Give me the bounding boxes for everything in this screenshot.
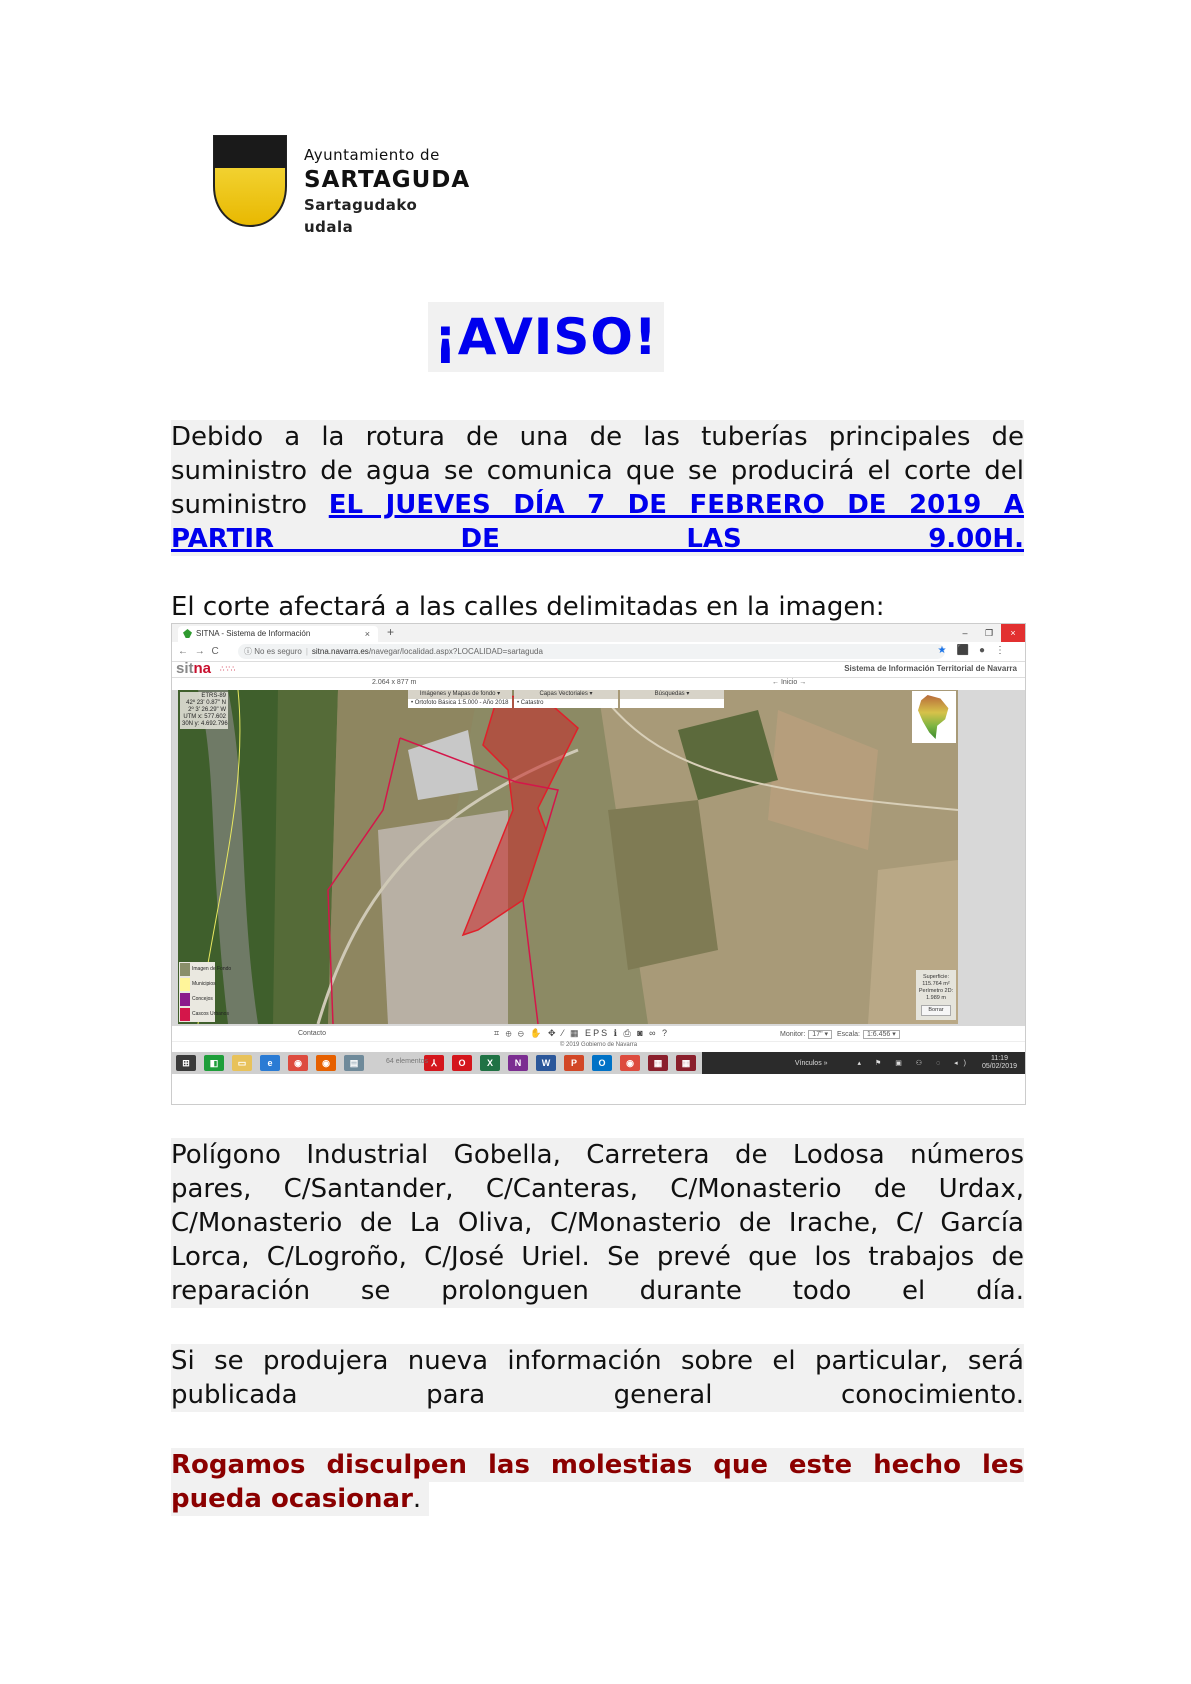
layer-legend	[179, 962, 232, 1022]
legend-swatch	[180, 963, 190, 976]
sitna-favicon-icon	[183, 629, 192, 638]
legend-item[interactable]: Imagen de Fondo	[179, 962, 215, 977]
nav-buttons[interactable]: ← → C	[178, 646, 221, 657]
legend-swatch	[180, 993, 190, 1006]
shield-icon	[212, 134, 288, 228]
url-path: /navegar/localidad.aspx?LOCALIDAD=sartaguda	[368, 647, 543, 656]
map-dimensions: 2.064 x 877 m	[372, 679, 417, 686]
new-tab-button[interactable]: +	[387, 625, 395, 639]
opera-icon[interactable]: O	[452, 1055, 472, 1071]
layer-menus	[408, 690, 726, 708]
logo-line-1: Ayuntamiento de	[304, 146, 440, 164]
layer-menu-busquedas[interactable]: Búsquedas ▾	[620, 690, 724, 708]
account-icon[interactable]: ●	[978, 645, 995, 656]
apology-line: pueda ocasionar.	[171, 1482, 429, 1516]
date-link-part2[interactable]: PARTIR DE LAS 9.00H.	[171, 524, 1024, 554]
clock[interactable]: 11:19 05/02/2019	[981, 1055, 1017, 1070]
perimeter-label: Perímetro 2D:	[918, 988, 954, 994]
url-host: sitna.navarra.es	[311, 647, 369, 656]
apology-paragraph	[171, 1448, 1024, 1516]
browser-tab[interactable]	[178, 626, 378, 642]
date-link-part1[interactable]: EL JUEVES DÍA 7 DE FEBRERO DE 2019 A	[328, 490, 1025, 520]
close-tab-icon[interactable]: ×	[364, 629, 370, 639]
intro-paragraph	[171, 420, 1024, 556]
tab-title: SITNA - Sistema de Información	[196, 629, 311, 638]
inicio-nav[interactable]: ← Inicio →	[772, 679, 807, 686]
excel-icon[interactable]: X	[480, 1055, 500, 1071]
area-label: Superficie:	[923, 974, 949, 980]
monitor-select[interactable]: 17" ▾	[808, 1030, 832, 1039]
pdf-extension-icon[interactable]: ⬛	[956, 645, 979, 656]
store-icon[interactable]: ◧	[204, 1055, 224, 1071]
map-scalebar	[172, 678, 1025, 689]
streets-line: Lorca, C/Logroño, C/José Uriel. Se prevé que los trabajos de	[171, 1242, 1024, 1272]
links-toolbar[interactable]: Vínculos »	[794, 1059, 828, 1067]
borrar-button[interactable]: Borrar	[921, 1005, 950, 1016]
firefox-icon[interactable]: ◉	[316, 1055, 336, 1071]
navarra-map-icon	[918, 695, 950, 739]
security-indicator: ⓘ No es seguro	[244, 647, 302, 656]
file-icon[interactable]: ▤	[344, 1055, 364, 1071]
system-tray	[795, 1055, 1017, 1071]
streets-line: Polígono Industrial Gobella, Carretera de Lodosa números	[171, 1140, 1024, 1170]
close-window-icon[interactable]: ×	[1001, 624, 1025, 642]
layer-menu-imagenes[interactable]: Imágenes y Mapas de fondo ▾ • Ortofoto Básica 1:5.000 - Año 2018	[408, 690, 512, 708]
minimize-icon[interactable]: –	[962, 628, 968, 638]
scale-select[interactable]: 1:6.456 ▾	[863, 1030, 900, 1039]
map-toolbar	[172, 1027, 1025, 1041]
outlook-icon[interactable]: O	[592, 1055, 612, 1071]
coordinates-readout: ETRS-89 42º 23' 0.87" N 2º 3' 26.29" W UTM x: 577.602 30N y: 4.692.796	[182, 693, 228, 727]
browser-toolbar-icons	[938, 645, 1015, 656]
bookmark-star-icon[interactable]: ★	[937, 645, 957, 656]
title-highlight	[428, 302, 664, 372]
legend-swatch	[180, 1008, 190, 1021]
tray-icons[interactable]: ▴ ⚑ ▣ ⚇ ◌ ◂)	[857, 1060, 972, 1067]
perimeter-value: 1.989 m	[926, 995, 946, 1001]
intro-line-date	[171, 488, 1024, 522]
contacto-link[interactable]: Contacto	[298, 1030, 327, 1037]
legend-item[interactable]: Concejos	[179, 992, 215, 1007]
page-title: ¡AVISO!	[434, 308, 658, 366]
info-line: publicada para general conocimiento.	[171, 1380, 1024, 1410]
overview-minimap[interactable]	[912, 691, 956, 743]
sitna-dots-icon: ∴∵∴	[220, 666, 237, 673]
monitor-scale-controls: Monitor: 17" ▾ Escala: 1:6.456 ▾	[780, 1030, 903, 1038]
sitna-logo: sitna	[176, 660, 212, 677]
windows-icon[interactable]: ⊞	[176, 1055, 196, 1071]
streets-paragraph	[171, 1138, 1024, 1308]
restore-icon[interactable]: ❐	[984, 628, 994, 638]
layer-menu-capas[interactable]: Capas Vectoriales ▾ • Catastro	[514, 690, 618, 708]
aerial-map-drawing	[178, 690, 958, 1024]
streets-line: pares, C/Santander, C/Canteras, C/Monasterio de Urdax,	[171, 1174, 1024, 1204]
explorer-icon[interactable]: ▭	[232, 1055, 252, 1071]
onenote-icon[interactable]: N	[508, 1055, 528, 1071]
intro-line: Debido a la rotura de una de las tuberías principales de	[171, 422, 1024, 452]
files-label: 64 elementos	[386, 1058, 429, 1065]
municipality-logo	[212, 134, 472, 236]
streets-line: C/Monasterio de La Oliva, C/Monasterio de Irache, C/ García	[171, 1208, 1024, 1238]
powerpoint-icon[interactable]: P	[564, 1055, 584, 1071]
site-title: Sistema de Información Territorial de Navarra	[844, 664, 1017, 673]
logo-line-2: SARTAGUDA	[304, 167, 471, 193]
map-tools[interactable]: ⌗ ⊕ ⊖ ✋ ✥ ⁄ ▦ EPS ℹ ⎙ ◙ ∞ ?	[494, 1028, 670, 1038]
copyright: © 2019 Gobierno de Navarra	[172, 1041, 1025, 1052]
legend-item[interactable]: Municipios	[179, 977, 215, 992]
edge-icon[interactable]: e	[260, 1055, 280, 1071]
window-controls	[953, 624, 1025, 642]
map-caption: El corte afectará a las calles delimitadas en la imagen:	[171, 592, 885, 622]
browser-tabbar	[172, 624, 1025, 642]
address-bar	[172, 642, 1025, 662]
apology-line: Rogamos disculpen las molestias que este hecho les	[171, 1450, 1024, 1480]
info-paragraph	[171, 1344, 1024, 1412]
intro-lead: suministro	[171, 490, 329, 520]
measure-panel	[916, 970, 956, 1020]
menu-icon[interactable]: ⋮	[995, 645, 1015, 656]
map-screenshot	[171, 623, 1026, 1105]
network1-icon[interactable]: ▦	[648, 1055, 668, 1071]
chrome2-icon[interactable]: ◉	[620, 1055, 640, 1071]
acrobat-icon[interactable]: ⅄	[424, 1055, 444, 1071]
sitna-header	[172, 662, 1025, 678]
logo-line-3: Sartagudako udala	[304, 196, 418, 236]
info-line: Si se produjera nueva información sobre el particular, será	[171, 1346, 1024, 1376]
intro-line: suministro de agua se comunica que se producirá el corte del	[171, 456, 1024, 486]
aerial-map[interactable]	[178, 690, 958, 1024]
legend-item[interactable]: Cascos Urbanos	[179, 1007, 215, 1022]
area-value: 115.764 m²	[922, 981, 950, 987]
legend-swatch	[180, 978, 190, 991]
streets-line: reparación se prolonguen durante todo el día.	[171, 1276, 1024, 1306]
chrome-icon[interactable]: ◉	[288, 1055, 308, 1071]
network2-icon[interactable]: ▦	[676, 1055, 696, 1071]
taskbar-icons	[176, 1055, 704, 1071]
word-icon[interactable]: W	[536, 1055, 556, 1071]
windows-taskbar	[172, 1052, 1025, 1074]
url-field[interactable]: ⓘ No es seguro | sitna.navarra.es/navegar/localidad.aspx?LOCALIDAD=sartaguda	[238, 644, 945, 659]
